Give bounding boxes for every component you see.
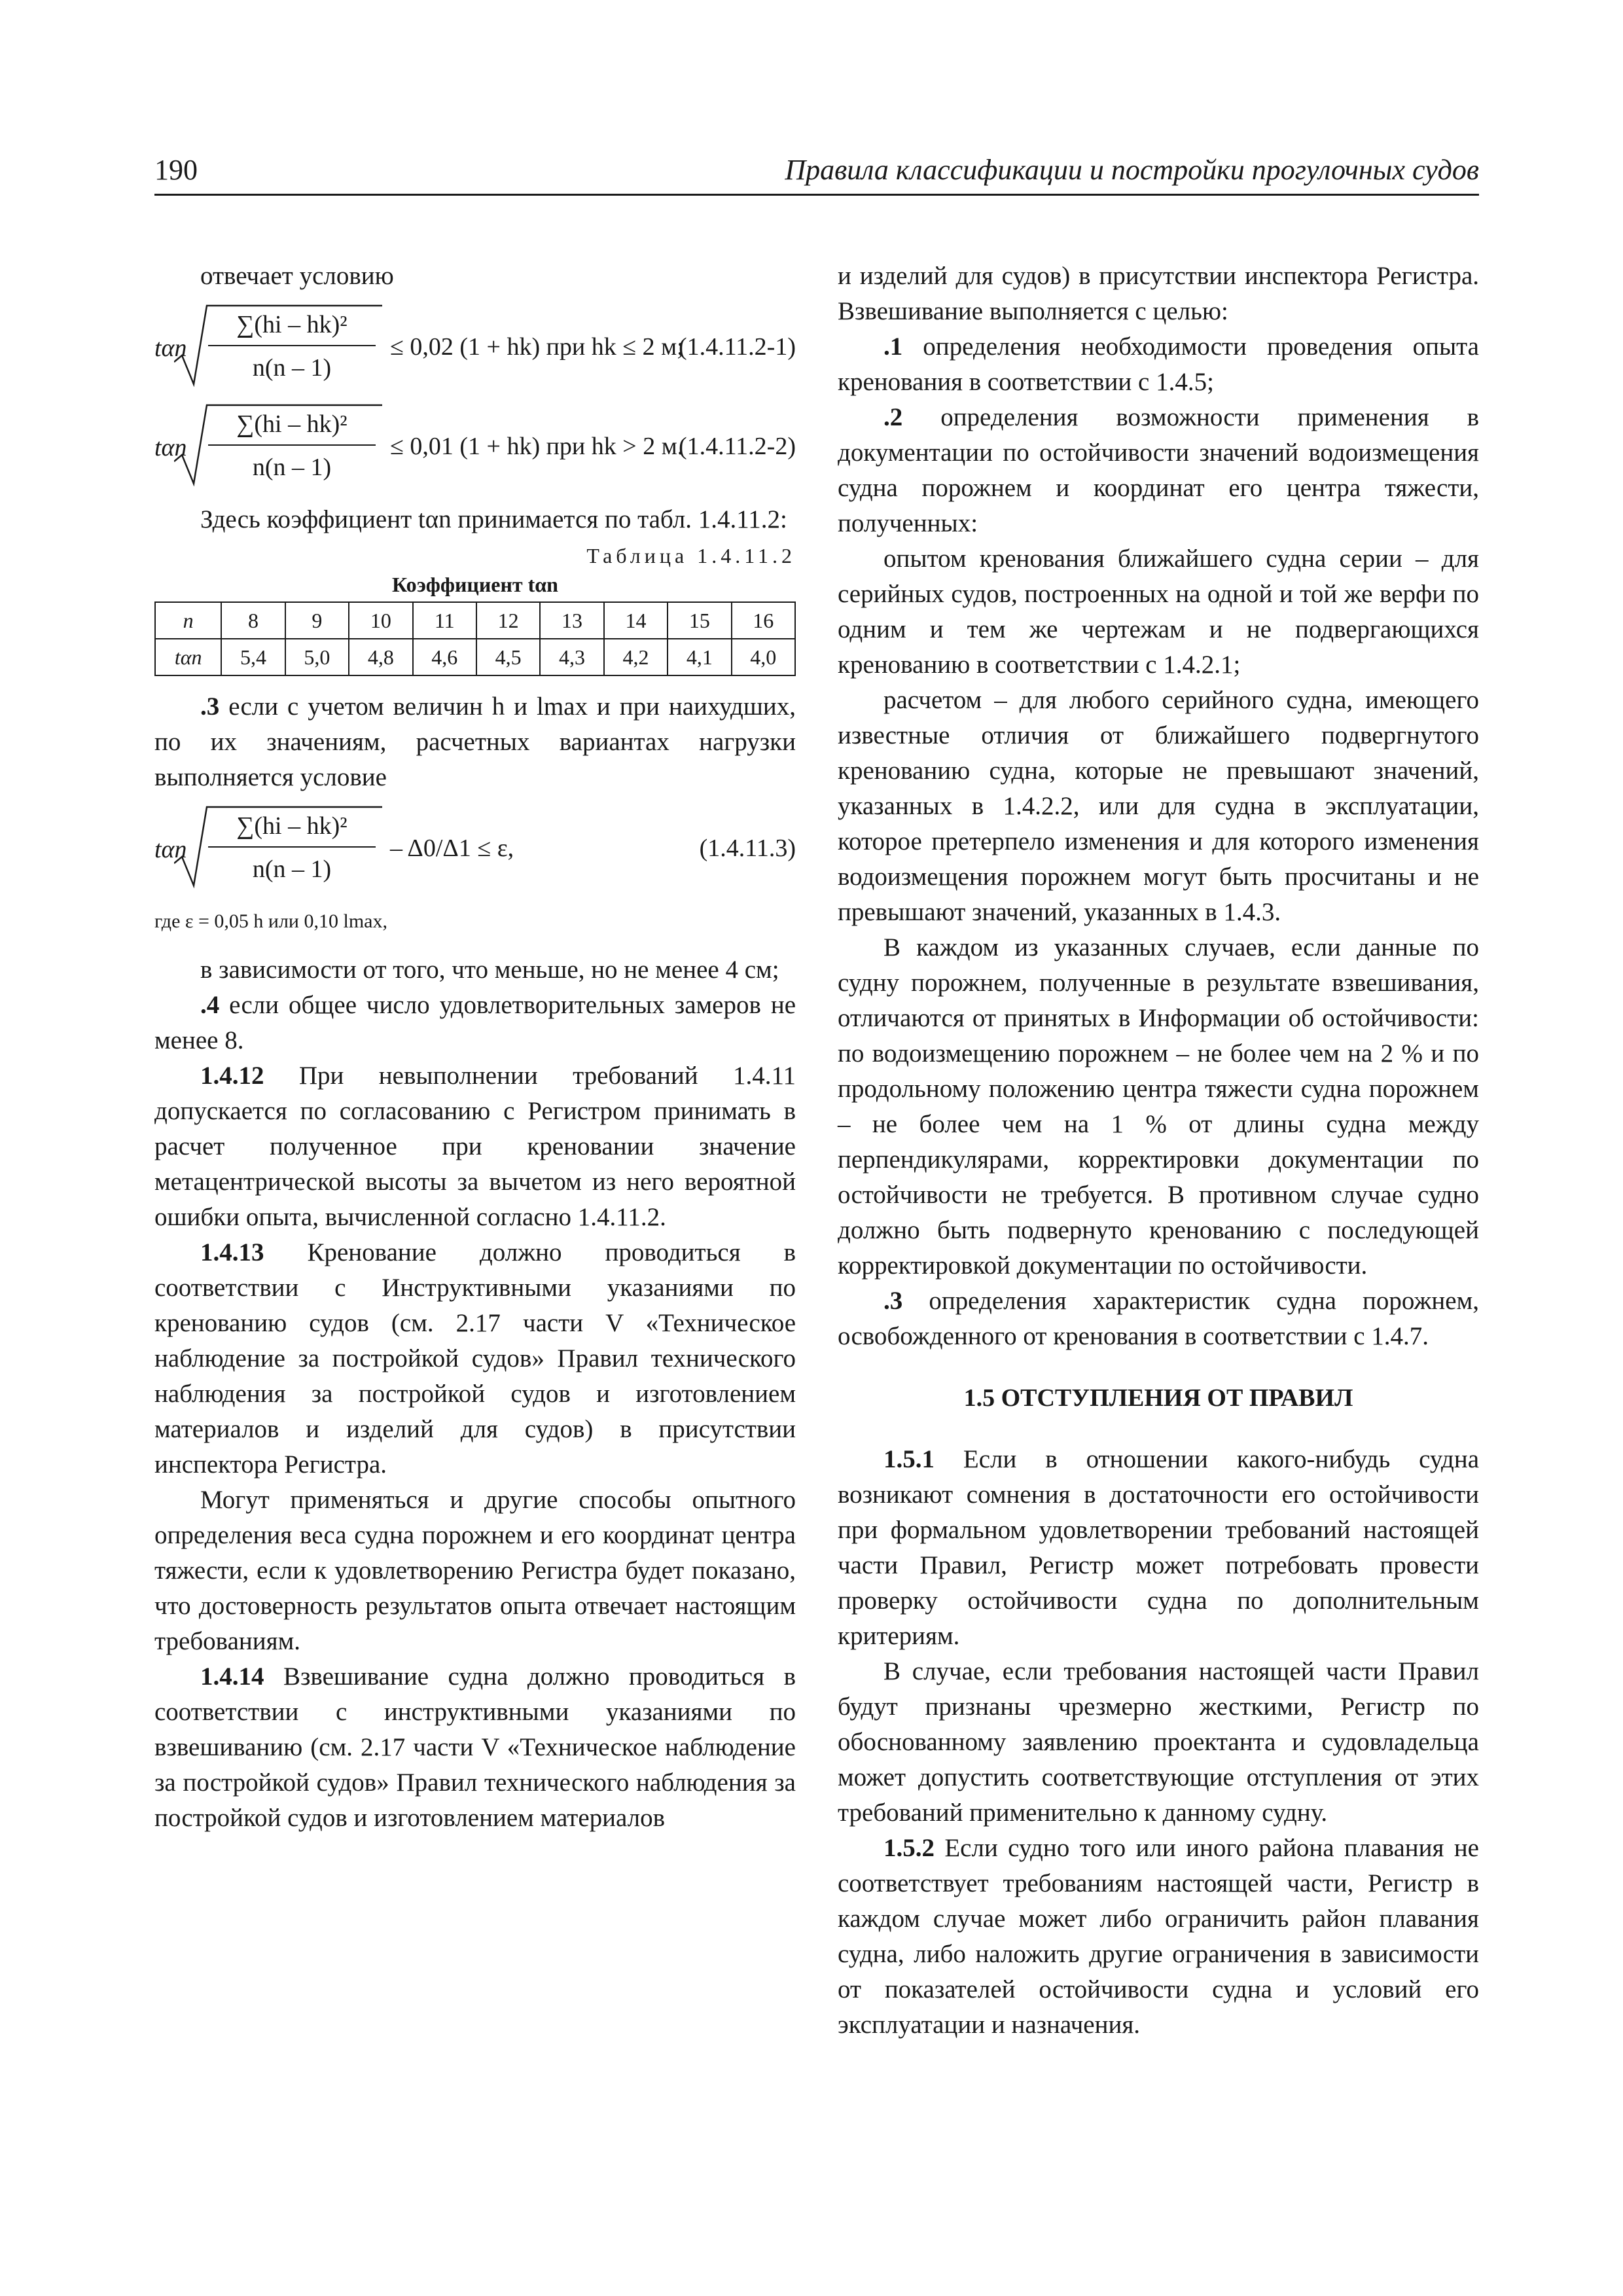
paragraph-each-case: В каждом из указанных случаев, если данные по судну порожнем, полученные в результате взвешивания, отличаются от принятых в Информации об остойчивости: по водоизмещению порожнем – не более чем на 2 % и по продольному положению центра тяжести судна порожнем – не более чем на 1 % от длины судна между перпендикулярами, корректировки документации по остойчивости не требуется. В противном случае судно должно быть подвернуто кренованию с последующей корректировкой документации по остойчивости.: [838, 933, 1479, 1280]
table-cell: 4,3: [540, 639, 603, 675]
item-number: .4: [200, 991, 220, 1019]
section-number: 1.5.2: [883, 1834, 935, 1862]
table-cell: 5,4: [221, 639, 285, 675]
section-number: 1.4.12: [200, 1062, 264, 1090]
coef-text: Здесь коэффициент tαn принимается по табл. 1.4.11.2:: [200, 505, 787, 533]
table-cell: 9: [285, 602, 349, 639]
formula-1-4-11-2-1: [154, 303, 796, 388]
denominator: n(n – 1): [252, 855, 332, 883]
equation-number: (1.4.11.3): [699, 834, 796, 862]
table-cell: 4,6: [413, 639, 476, 675]
item-2: [838, 400, 1479, 541]
paragraph-experiment: опытом кренования ближайшего судна серии – для серийных судов, построенных на одной и той же верфи по одним и тем же чертежам и не подвергающихся кренованию в соответствии с 1.4.2.1;: [838, 545, 1479, 679]
table-cell: tαn: [155, 639, 221, 675]
item-text: если общее число удовлетворительных замеров не менее 8.: [154, 991, 796, 1054]
item-1: [838, 329, 1479, 400]
numerator: ∑(hi – hk)²: [236, 311, 348, 338]
table-row: [155, 602, 795, 639]
table-cell: 4,0: [732, 639, 795, 675]
formula-1-4-11-2-2: [154, 403, 796, 488]
coef-symbol: tαn: [154, 434, 187, 461]
table-cell: 16: [732, 602, 795, 639]
paragraph-1-4-12: [154, 1058, 796, 1235]
table-title: Коэффициент tαn: [392, 573, 558, 596]
table-cell: 4,2: [604, 639, 668, 675]
running-title: Правила классификации и постройки прогулочных судов: [785, 154, 1479, 186]
fraction-bar: [208, 444, 376, 446]
right-column: [838, 259, 1479, 2043]
paragraph-4: [154, 988, 796, 1058]
formula-rhs: ≤ 0,02 (1 + hk) при hk ≤ 2 м;: [390, 333, 684, 361]
item-text: определения необходимости проведения опыта кренования в соответствии с 1.4.5;: [838, 332, 1479, 396]
numerator: ∑(hi – hk)²: [236, 812, 348, 840]
formula-rhs: – Δ0/Δ1 ≤ ε,: [390, 834, 514, 862]
table-cell: 8: [221, 602, 285, 639]
paragraph-1-5-1-b: В случае, если требования настоящей части Правил будут признаны чрезмерно жесткими, Регистр по обоснованному заявлению проектанта и судовладельца может допустить соответствующие отступления от этих требований применительно к данному судну.: [838, 1657, 1479, 1827]
section-text: Если в отношении какого-нибудь судна возникают сомнения в достаточности его остойчивости при формальном удовлетворении требований настоящей части Правил, Регистр может потребовать провести проверку остойчивости судна по дополнительным критериям.: [838, 1445, 1479, 1650]
table-cell: 12: [476, 602, 540, 639]
section-text: Если судно того или иного района плавания не соответствует требованиям настоящей части, Регистр в каждом случае может либо ограничить район плавания судна, либо наложить другие ограничения в зависимости от показателей остойчивости судна и условий его эксплуатации и назначения.: [838, 1834, 1479, 2039]
item-text: определения характеристик судна порожнем, освобожденного от кренования в соответствии с 1.4.7.: [838, 1287, 1480, 1350]
section-number: 1.4.13: [200, 1238, 264, 1266]
table-cell: 14: [604, 602, 668, 639]
table-cell: 4,5: [476, 639, 540, 675]
table-cell: 13: [540, 602, 603, 639]
paragraph-continued: и изделий для судов) в присутствии инспектора Регистра. Взвешивание выполняется с целью:: [838, 262, 1479, 325]
table-cell: 11: [413, 602, 476, 639]
table-cell: n: [155, 602, 221, 639]
section-text: Кренование должно проводиться в соответствии с Инструктивными указаниями по кренованию судов (см. 2.17 части V «Техническое наблюдение за постройкой судов» Правил технического наблюдения за постройкой судов и изготовлением материалов и изделий для судов) в присутствии инспектора Регистра.: [154, 1238, 796, 1479]
item-number: .3: [200, 692, 220, 721]
intro-text: отвечает условию: [200, 262, 394, 290]
item-number: .2: [883, 403, 903, 431]
formula-1-4-11-3: [154, 804, 796, 889]
formula-rhs: ≤ 0,01 (1 + hk) при hk > 2 м.: [390, 433, 684, 460]
fraction-bar: [208, 846, 376, 848]
equation-number: (1.4.11.2-1): [678, 333, 796, 361]
page-number: 190: [154, 154, 198, 186]
table-cell: 4,8: [349, 639, 412, 675]
coef-symbol: tαn: [154, 836, 187, 863]
left-column: [154, 259, 796, 1836]
where-clause: где ε = 0,05 h или 0,10 lmax,: [154, 910, 387, 932]
paragraph-1-5-2: [838, 1831, 1479, 2043]
numerator: ∑(hi – hk)²: [236, 410, 348, 438]
denominator: n(n – 1): [252, 454, 332, 481]
paragraph-other-methods: Могут применяться и другие способы опытного определения веса судна порожнем и его координат центра тяжести, если к удовлетворению Регистра будет показано, что достоверность результатов опыта отвечает настоящим требованиям.: [154, 1486, 796, 1655]
item-text: определения возможности применения в документации по остойчивости значений водоизмещения судна порожнем и координат его центра тяжести, полученных:: [838, 403, 1479, 537]
page-header: [154, 153, 1479, 196]
item-3: [838, 1283, 1479, 1354]
section-text: Взвешивание судна должно проводиться в соответствии с инструктивными указаниями по взвешиванию (см. 2.17 части V «Техническое наблюдение за постройкой судов» Правил технического наблюдения за постройкой судов и изготовлением материалов: [154, 1662, 796, 1832]
paragraph-1-4-14: [154, 1659, 796, 1836]
item-text: если с учетом величин h и lmax и при наихудших, по их значениям, расчетных вариантах нагрузки выполняется условие: [154, 692, 796, 791]
table-cell: 15: [668, 602, 731, 639]
paragraph-1-5-1: [838, 1442, 1479, 1654]
paragraph-dependence: в зависимости от того, что меньше, но не менее 4 см;: [200, 956, 779, 984]
denominator: n(n – 1): [252, 354, 332, 382]
paragraph-calculation: расчетом – для любого серийного судна, имеющего известные отличия от ближайшего подвергнутого кренованию судна, которые не превышают значений, указанных в 1.4.2.2, или для судна в эксплуатации, которое претерпело изменения и для которого изменения водоизмещения порожнем могут быть просчитаны и не превышают значений, указанных в 1.4.3.: [838, 686, 1479, 926]
item-number: .3: [883, 1287, 903, 1315]
section-number: 1.5.1: [883, 1445, 935, 1473]
paragraph-3: [154, 689, 796, 795]
table-cell: 4,1: [668, 639, 731, 675]
section-heading: 1.5 ОТСТУПЛЕНИЯ ОТ ПРАВИЛ: [963, 1384, 1353, 1412]
section-number: 1.4.14: [200, 1662, 264, 1691]
table-row: [155, 639, 795, 675]
fraction-bar: [208, 345, 376, 346]
coefficient-table: [154, 601, 796, 676]
item-number: .1: [883, 332, 903, 361]
paragraph-1-4-13: [154, 1235, 796, 1482]
table-cell: 5,0: [285, 639, 349, 675]
table-cell: 10: [349, 602, 412, 639]
section-text: При невыполнении требований 1.4.11 допускается по согласованию с Регистром принимать в расчет полученное при креновании значение метацентрической высоты за вычетом из него вероятной ошибки опыта, вычисленной согласно 1.4.11.2.: [154, 1062, 796, 1231]
equation-number: (1.4.11.2-2): [678, 433, 796, 460]
table-caption: Таблица 1.4.11.2: [586, 544, 796, 567]
coef-symbol: tαn: [154, 334, 187, 362]
